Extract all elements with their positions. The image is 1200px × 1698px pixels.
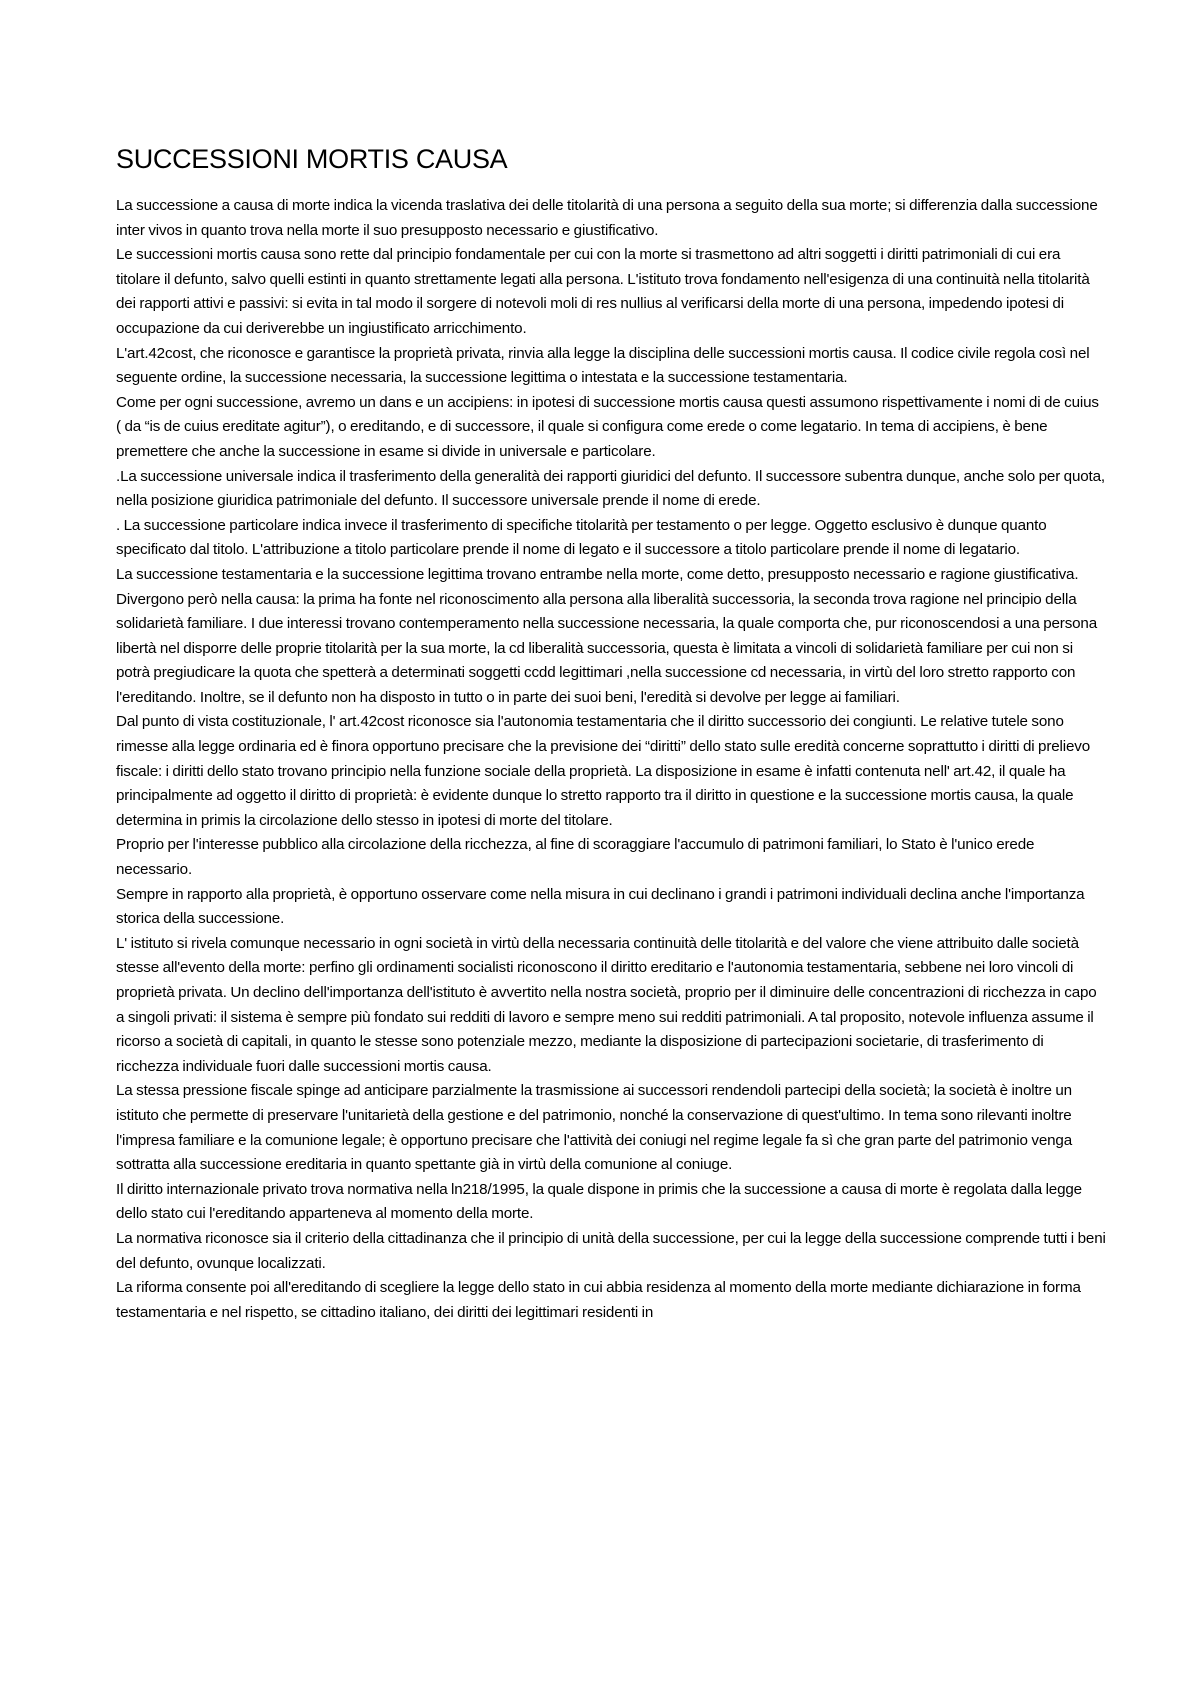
paragraph: .La successione universale indica il trasferimento della generalità dei rapporti giuridici del defunto. Il successore subentra dunque, anche solo per quota, nella posizione giuridica patrimoniale del defunto. Il successore universale prende il nome di erede. (116, 467, 1105, 510)
paragraph: La successione a causa di morte indica la vicenda traslativa dei delle titolarità di una persona a seguito della sua morte; si differenzia dalla successione inter vivos in quanto trova nella morte il suo presupposto necessario e giustificativo. (116, 197, 1098, 239)
document-body (116, 194, 1106, 1325)
paragraph: Come per ogni successione, avremo un dans e un accipiens: in ipotesi di successione mortis causa questi assumono rispettivamente i nomi di de cuius ( da “is de cuius ereditate agitur”), o ereditando, e di successore, il quale si configura come erede o come legatario. In tema di accipiens, è bene premettere che anche la successione in esame si divide in universale e particolare. (116, 393, 1099, 460)
page-title: SUCCESSIONI MORTIS CAUSA (116, 144, 508, 174)
paragraph: La riforma consente poi all'ereditando di scegliere la legge dello stato in cui abbia residenza al momento della morte mediante dichiarazione in forma testamentaria e nel rispetto, se cittadino italiano, dei diritti dei legittimari residenti in (116, 1279, 1081, 1321)
paragraph: La normativa riconosce sia il criterio della cittadinanza che il principio di unità della successione, per cui la legge della successione comprende tutti i beni del defunto, ovunque localizzati. (116, 1229, 1106, 1272)
paragraph: Sempre in rapporto alla proprietà, è opportuno osservare come nella misura in cui declinano i grandi i patrimoni individuali declina anche l'importanza storica della successione. (116, 885, 1085, 928)
paragraph: L'art.42cost, che riconosce e garantisce la proprietà privata, rinvia alla legge la disciplina delle successioni mortis causa. Il codice civile regola così nel seguente ordine, la successione necessaria, la successione legittima o intestata e la successione testamentaria. (116, 344, 1090, 387)
paragraph: L' istituto si rivela comunque necessario in ogni società in virtù della necessaria continuità delle titolarità e del valore che viene attribuito dalle società stesse all'evento della morte: perfino gli ordinamenti socialisti riconoscono il diritto ereditario e l'autonomia testamentaria, sebbene nei loro vincoli di proprietà privata. Un declino dell'importanza dell'istituto è avvertito nella nostra società, proprio per il diminuire delle concentrazioni di ricchezza in capo a singoli privati: il sistema è sempre più fondato sui redditi di lavoro e sempre meno sui redditi patrimoniali. A tal proposito, notevole influenza assume il ricorso a società di capitali, in quanto le stesse sono potenziale mezzo, mediante la disposizione di partecipazioni societarie, di trasferimento di ricchezza individuale fuori dalle successioni mortis causa. (116, 934, 1097, 1075)
document-page (116, 142, 1106, 1325)
paragraph: Proprio per l'interesse pubblico alla circolazione della ricchezza, al fine di scoraggiare l'accumulo di patrimoni familiari, lo Stato è l'unico erede necessario. (116, 836, 1035, 879)
paragraph: Il diritto internazionale privato trova normativa nella ln218/1995, la quale dispone in primis che la successione a causa di morte è regolata dalla legge dello stato cui l'ereditando apparteneva al momento della morte. (116, 1180, 1082, 1223)
paragraph: Dal punto di vista costituzionale, l' art.42cost riconosce sia l'autonomia testamentaria che il diritto successorio dei congiunti. Le relative tutele sono rimesse alla legge ordinaria ed è finora opportuno precisare che la previsione dei “diritti” dello stato sulle eredità concerne soprattutto i diritti di prelievo fiscale: i diritti dello stato trovano principio nella funzione sociale della proprietà. La disposizione in esame è infatti contenuta nell' art.42, il quale ha principalmente ad oggetto il diritto di proprietà: è evidente dunque lo stretto rapporto tra il diritto in questione e la successione mortis causa, la quale determina in primis la circolazione dello stesso in ipotesi di morte del titolare. (116, 713, 1091, 829)
paragraph: Le successioni mortis causa sono rette dal principio fondamentale per cui con la morte si trasmettono ad altri soggetti i diritti patrimoniali di cui era titolare il defunto, salvo quelli estinti in quanto strettamente legati alla persona. L'istituto trova fondamento nell'esigenza di una continuità nella titolarità dei rapporti attivi e passivi: si evita in tal modo il sorgere di notevoli moli di res nullius al verificarsi della morte di una persona, impedendo ipotesi di occupazione da cui deriverebbe un ingiustificato arricchimento. (116, 246, 1090, 337)
paragraph: La successione testamentaria e la successione legittima trovano entrambe nella morte, come detto, presupposto necessario e ragione giustificativa. Divergono però nella causa: la prima ha fonte nel riconoscimento alla persona alla liberalità successoria, la seconda trova ragione nel principio della solidarietà familiare. I due interessi trovano contemperamento nella successione necessaria, la quale comporta che, pur riconoscendosi a una persona libertà nel disporre delle proprie titolarità per la sua morte, la cd liberalità successoria, questa è limitata a vincoli di solidarietà familiare per cui non si potrà pregiudicare la quota che spetterà a determinati soggetti ccdd legittimari ,nella successione cd necessaria, in virtù del loro stretto rapporto con l'ereditando. Inoltre, se il defunto non ha disposto in tutto o in parte dei suoi beni, l'eredità si devolve per legge ai familiari. (116, 565, 1098, 706)
paragraph: . La successione particolare indica invece il trasferimento di specifiche titolarità per testamento o per legge. Oggetto esclusivo è dunque quanto specificato dal titolo. L'attribuzione a titolo particolare prende il nome di legato e il successore a titolo particolare prende il nome di legatario. (116, 516, 1047, 559)
paragraph: La stessa pressione fiscale spinge ad anticipare parzialmente la trasmissione ai successori rendendoli partecipi della società; la società è inoltre un istituto che permette di preservare l'unitarietà della gestione e del patrimonio, nonché la conservazione di quest'ultimo. In tema sono rilevanti inoltre l'impresa familiare e la comunione legale; è opportuno precisare che l'attività dei coniugi nel regime legale fa sì che gran parte del patrimonio venga sottratta alla successione ereditaria in quanto spettante già in virtù della comunione al coniuge. (116, 1082, 1073, 1174)
